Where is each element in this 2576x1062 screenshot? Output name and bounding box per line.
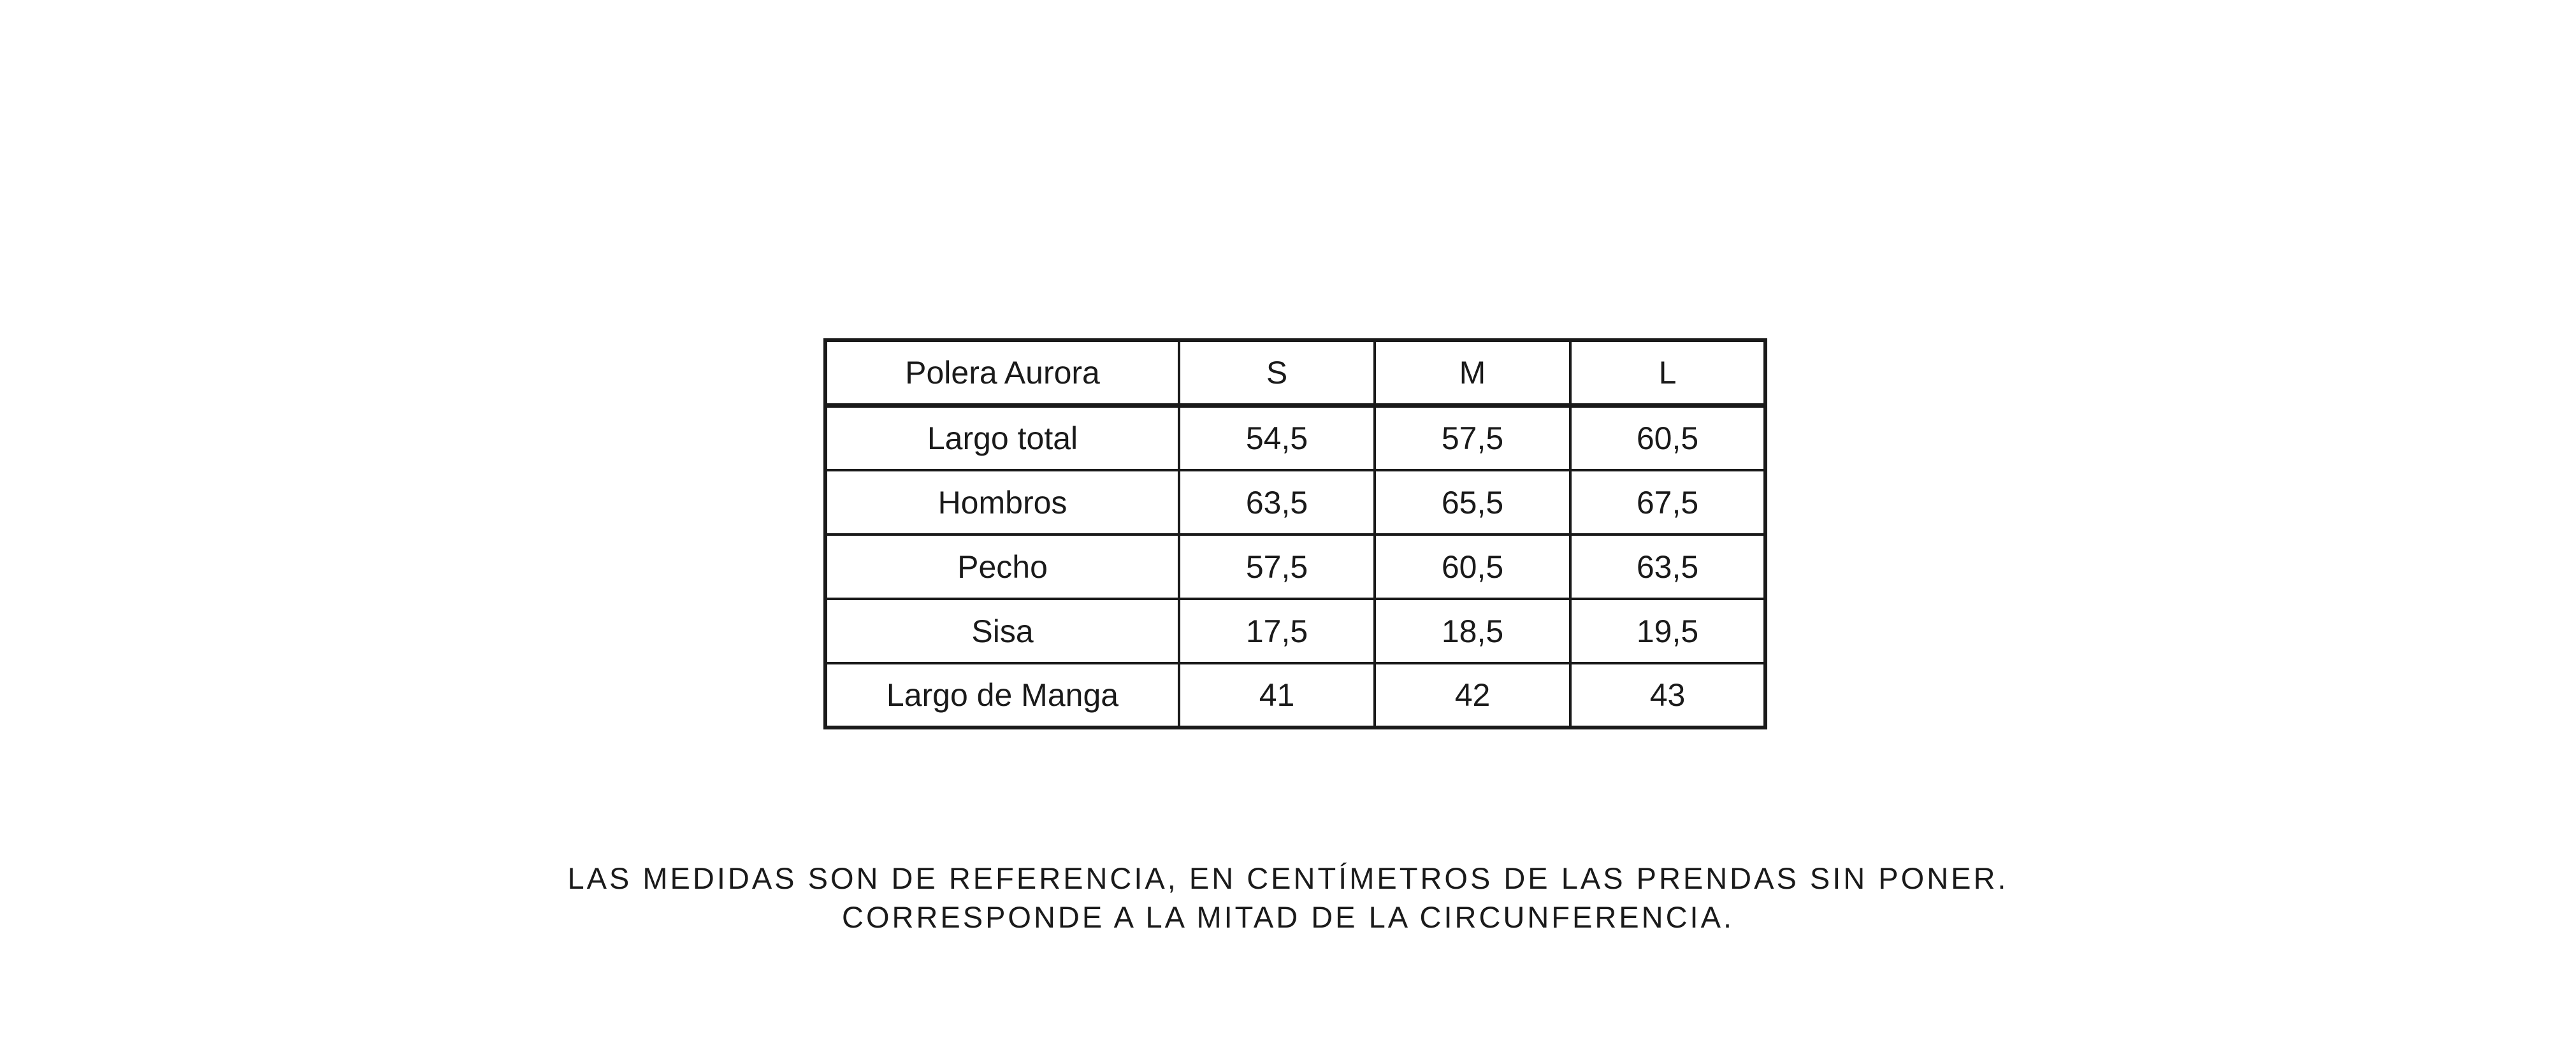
table-row [825, 535, 1765, 599]
measure-value: 60,5 [1375, 535, 1570, 599]
footnote-line-1: LAS MEDIDAS SON DE REFERENCIA, EN CENTÍMETROS DE LAS PRENDAS SIN PONER. [567, 861, 2009, 895]
measure-label: Largo total [825, 406, 1179, 471]
measure-value: 63,5 [1179, 470, 1375, 535]
table-row [825, 599, 1765, 663]
measure-value: 19,5 [1570, 599, 1765, 663]
measure-value: 54,5 [1179, 406, 1375, 471]
product-name-header: Polera Aurora [825, 340, 1179, 406]
measure-value: 57,5 [1375, 406, 1570, 471]
size-m-header: M [1375, 340, 1570, 406]
measure-value: 65,5 [1375, 470, 1570, 535]
measure-value: 43 [1570, 663, 1765, 728]
measure-value: 41 [1179, 663, 1375, 728]
size-s-header: S [1179, 340, 1375, 406]
table-row [825, 406, 1765, 471]
measure-value: 42 [1375, 663, 1570, 728]
measure-value: 17,5 [1179, 599, 1375, 663]
measure-label: Pecho [825, 535, 1179, 599]
table-header-row [825, 340, 1765, 406]
measure-value: 63,5 [1570, 535, 1765, 599]
measure-label: Sisa [825, 599, 1179, 663]
measure-label: Largo de Manga [825, 663, 1179, 728]
measure-value: 60,5 [1570, 406, 1765, 471]
table-row [825, 470, 1765, 535]
measure-value: 18,5 [1375, 599, 1570, 663]
measure-label: Hombros [825, 470, 1179, 535]
size-l-header: L [1570, 340, 1765, 406]
measurement-footnote [0, 859, 2576, 936]
footnote-line-2: CORRESPONDE A LA MITAD DE LA CIRCUNFERENCIA. [842, 900, 1734, 934]
measure-value: 67,5 [1570, 470, 1765, 535]
size-chart-table [823, 338, 1767, 729]
measure-value: 57,5 [1179, 535, 1375, 599]
table-row [825, 663, 1765, 728]
